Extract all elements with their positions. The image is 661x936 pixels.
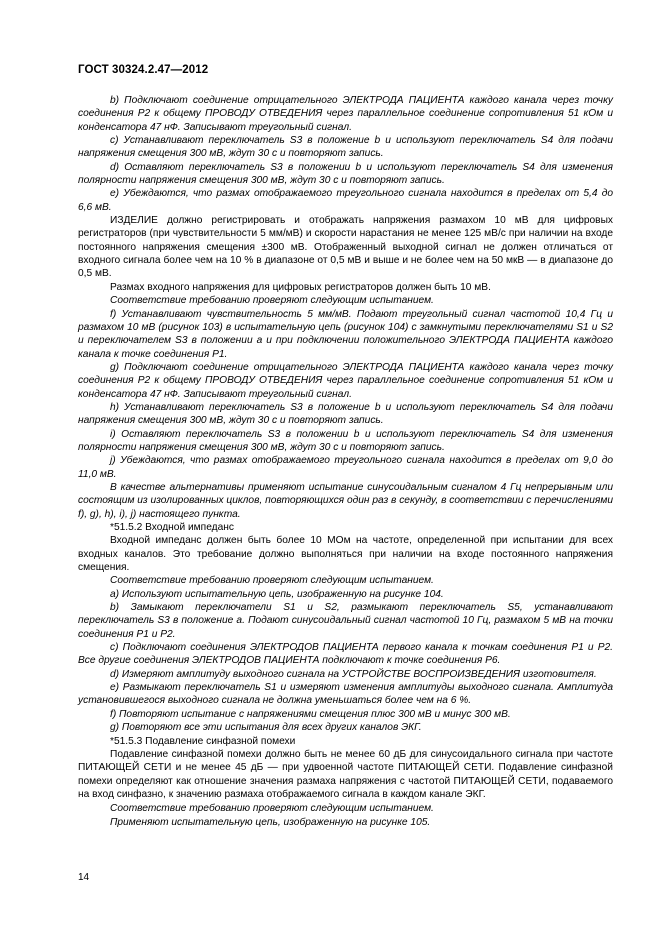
paragraph: Соответствие требованию проверяют следующим испытанием. — [110, 295, 434, 307]
paragraph: f) Устанавливают чувствительность 5 мм/мВ. Подают треугольный сигнал частотой 10,4 Гц и размахом 10 мВ (рисунок 103) в испытательную цепь (рисунок 104) с замкнутыми переключателями S1 и S2 и переключателем S3 в положении a и при подключении положительного ЭЛЕКТРОДА ПАЦИЕНТА каждого канала к точке соединения P1. — [78, 308, 613, 360]
paragraph: Соответствие требованию проверяют следующим испытанием. — [110, 575, 434, 587]
paragraph: i) Оставляют переключатель S3 в положении b и используют переключатель S4 для изменения полярности напряжения смещения 300 мВ, ждут 30 с и повторяют запись. — [78, 428, 613, 453]
paragraph: g) Повторяют все эти испытания для всех других каналов ЭКГ. — [110, 722, 422, 734]
page-number: 14 — [78, 872, 90, 883]
paragraph: b) Замыкают переключатели S1 и S2, размыкают переключатель S5, устанавливают переключатель S3 в положение a. Подают синусоидальный сигнал частотой 10 Гц, размахом 5 мВ на точки соединения P1 и P2. — [78, 602, 613, 640]
paragraph: Соответствие требованию проверяют следующим испытанием. — [110, 803, 434, 815]
paragraph: d) Измеряют амплитуду выходного сигнала на УСТРОЙСТВЕ ВОСПРОИЗВЕДЕНИЯ изготовителя. — [110, 668, 597, 680]
section-heading: *51.5.2 Входной импеданс — [110, 522, 234, 533]
paragraph: j) Убеждаются, что размах отображаемого треугольного сигнала находится в пределах от 9,0 до 11,0 мВ. — [78, 455, 613, 480]
paragraph: g) Подключают соединение отрицательного ЭЛЕКТРОДА ПАЦИЕНТА каждого канала через точку соединения P2 к общему ПРОВОДУ ОТВЕДЕНИЯ через параллельное соединение сопротивления 51 кОм и конденсатора 47 нФ. Записывают треугольный сигнал. — [78, 361, 613, 400]
paragraph: Подавление синфазной помехи должно быть не менее 60 дБ для синусоидального сигнала при частоте ПИТАЮЩЕЙ СЕТИ и не менее 45 дБ — при удвоенной частоте ПИТАЮЩЕЙ СЕТИ. Подавление синфазной помехи определяют как отношение значения размаха напряжения с частотой ПИТАЮЩЕЙ СЕТИ, подаваемого на вход синфазно, к значению размаха отображаемого сигнала в каждом канале ЭКГ. — [78, 748, 613, 800]
paragraph: Применяют испытательную цепь, изображенную на рисунке 105. — [110, 816, 431, 828]
paragraph: Входной импеданс должен быть более 10 МОм на частоте, определенной при испытании для всех входных каналов. Это требование должно выполняться при наличии на входе постоянного напряжения смещения. — [78, 535, 613, 574]
paragraph: b) Подключают соединение отрицательного ЭЛЕКТРОДА ПАЦИЕНТА каждого канала через точку соединения P2 к общему ПРОВОДУ ОТВЕДЕНИЯ через параллельное соединение сопротивления 51 кОм и конденсатора 47 нФ. Записывают треугольный сигнал. — [78, 95, 613, 133]
paragraph: f) Повторяют испытание с напряжениями смещения плюс 300 мВ и минус 300 мВ. — [110, 708, 511, 720]
paragraph: h) Устанавливают переключатель S3 в положение b и используют переключатель S4 для подачи напряжения смещения 300 мВ, ждут 30 с и повторяют запись. — [78, 401, 613, 427]
paragraph: ИЗДЕЛИЕ должно регистрировать и отображать напряжения размахом 10 мВ для цифровых регистраторов (при чувствительности 5 мм/мВ) и скорости нарастания не менее 125 мВ/с при наличии на входе постоянного напряжения смещения ±300 мВ. Отображенный выходной сигнал не должен отличаться от входного сигнала более чем на 10 % в диапазоне от 0,5 мВ и выше и не более чем на 50 мкВ — в диапазоне до 0,5 мВ. — [78, 215, 613, 280]
paragraph: d) Оставляют переключатель S3 в положении b и используют переключатель S4 для изменения полярности напряжения смещения 300 мВ, ждут 30 с и повторяют запись. — [78, 161, 613, 187]
paragraph: c) Подключают соединения ЭЛЕКТРОДОВ ПАЦИЕНТА первого канала к точкам соединения P1 и P2. Все другие соединения ЭЛЕКТРОДОВ ПАЦИЕНТА подключают к точке соединения P6. — [78, 642, 613, 667]
section-heading: *51.5.3 Подавление синфазной помехи — [110, 735, 296, 747]
paragraph: В качестве альтернативы применяют испытание синусоидальным сигналом 4 Гц непрерывным или состоящим из изолированных циклов, повторяющихся один раз в секунду, в соответствии с перечислениями f), g), h), i), j) настоящего пункта. — [78, 481, 613, 520]
paragraph: c) Устанавливают переключатель S3 в положение b и используют переключатель S4 для подачи напряжения смещения 300 мВ, ждут 30 с и повторяют запись. — [78, 135, 613, 160]
paragraph: e) Размыкают переключатель S1 и измеряют изменения амплитуды выходного сигнала. Амплитуда установившегося выходного сигнала не должна уменьшаться более чем на 6 %. — [78, 682, 613, 707]
document-header: ГОСТ 30324.2.47—2012 — [78, 64, 209, 76]
paragraph: Размах входного напряжения для цифровых регистраторов должен быть 10 мВ. — [110, 281, 491, 293]
paragraph: e) Убеждаются, что размах отображаемого треугольного сигнала находится в пределах от 5,4 до 6,6 мВ. — [78, 188, 613, 213]
paragraph: a) Используют испытательную цепь, изображенную на рисунке 104. — [110, 588, 444, 600]
document-body — [78, 94, 613, 829]
